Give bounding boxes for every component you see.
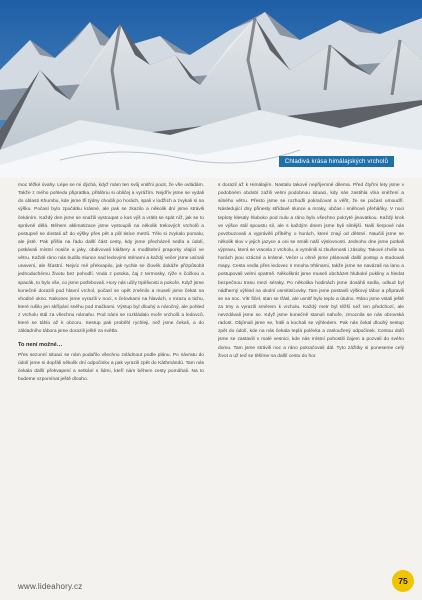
article-paragraph: moc těžké úvahy. Lépe se mi dýchá, když mám ten svůj vnitřní pocit, že vše ovládám. Takže z mého pohledu připrattka, přitáhnu si obličej a vyrážím. Nejdřív jsme se vydali do oblasti Khumbu, kde jsme tři týdny chodili po horách, spali v lodžích a zvykali si na výšku. Počasí bylo zpočátku krásné, ale pak se zkazilo a několik dní jsme strávili čekáním. Každý den jsme se snažili vystoupat o kus výš a vrátit se spát níž, jak se to správně dělá. Během aklimatizace jsme vystoupili na několik trekových vrcholů a postupně se dostali až do výšky přes pět a půl tisíce metrů. Tělo si zvykalo pomalu, ale jistě. Pak přišla na řadu další část cesty, kdy jsme přecházeli sedla a údolí, potkávali místní nosiče a jaky, obdivovali kláštery a modlitební praporky vlající ve větru. Každé ráno nás budilo slunce nad ledovými stěnami a každý večer jsme usínali unavení, ale šťastní. Nejvíc mě překvapilo, jak rychle se člověk dokáže přizpůsobit jednoduchému životu bez pohodlí. Voda z potoka, čaj z termosky, rýže s čočkou a spacák, to bylo vše, co jsme potřebovali. Hory nás učily trpělivosti a pokoře. Když jsme konečně dorazili pod hlavní vrchol, počasí se opět změnilo a museli jsme čekat na vhodné okno. Nakonec jsme vyrazili v noci, s čelovkami na hlavách, v mrazu a tichu, které rušilo jen skřípání sněhu pod mačkami. Výstup byl dlouhý a náročný, ale pohled z vrcholu stál za všechnu námahu. Pod námi se rozkládalo moře vrcholů a ledovců, které se táhlo až k obzoru. Sestup pak proběhl rychleji, než jsme čekali, a do základního tábora jsme dorazili ještě za světla. bbox=[18, 183, 204, 335]
page-number: 75 bbox=[392, 570, 414, 592]
article-paragraph: Přes sezonní situaci se nám podařilo všechno zvládnout podle plánu. Po návratu do údolí jsme si dopřáli několik dní odpočinku a pak vyrazili zpět do Káthmándú. Tam nás čekala další překvapení a setkání s lidmi, kteří nám během cesty pomáhali. Na to budeme vzpomínat ještě dlouho. bbox=[18, 352, 204, 383]
footer-website: www.lideahory.cz bbox=[18, 582, 83, 591]
article-column-right bbox=[218, 182, 404, 574]
article-paragraph: s dorazil až k Himálajím. Nastalo takové nepříjemné dilema. Před čtyřmi lety jsme v podobném období zažili velmi podobnou situaci, kdy nás zastihla vlna sněžení a silného větru. Přesto jsme se rozhodli pokračovat a věřit, že se počasí umoudří. Následující dny přinesly střídavě slunce a mraky, občas i sněhové přeháňky. V noci teploty klesaly hluboko pod nulu a ráno bylo všechno pokryté jinovatkou. Každý krok ve výšce stál spoustu sil, ale s každým dnem jsme byli silnější. Naši šerpové nás povzbuzovali a vyprávěli příběhy o horách, které znají od dětství. Naučili jsme se několik slov v jejich jazyce a oni se smáli naší výslovnosti. Jednoho dne jsme potkali výpravu, která se vracela z vrcholu, a vyměnili si zkušenosti i zásoby. Takové chvíle na horách jsou vzácné a krásné. Večer u ohně jsme plánovali další postup a studovali mapy. Cesta vedla přes ledovec s mnoha trhlinami, takže jsme se navázali na lano a postupovali velmi opatrně. Několikrát jsme museli obcházet hluboké pukliny a hledat bezpečnou trasu mezi séraky. Po několika hodinách jsme dosáhli sedla, odkud byl nádherný výhled na okolní osmitisícovky. Tam jsme postavili výškový tábor a připravili se na noc. Vítr fičel, stan se třásl, ale uvnitř bylo teplo a útulno. Ráno jsme vstali ještě za tmy a vyrazili směrem k vrcholu. Každý metr byl těžší než ten předchozí, ale nevzdávali jsme se. Když jsme konečně stanuli nahoře, zmocnila se nás obrovská radost. Objímali jsme se, fotili a kochali se výhledem. Pak nás čekal dlouhý sestup zpět do údolí, kde na nás čekala teplá polévka a zasloužený odpočinek. Cestou dolů jsme se zastavili v malé vesnici, kde nás místní pohostili čajem a pozvali do svého domu. Tam jsme strávili noc a ráno pokračovali dál. Tyto zážitky si poneseme celý život a už teď se těšíme na další cestu do hor. bbox=[218, 183, 404, 359]
himalaya-illustration bbox=[0, 0, 422, 178]
article-column-left bbox=[18, 182, 204, 574]
article-body bbox=[18, 182, 404, 574]
section-heading: To není možné… bbox=[18, 342, 63, 349]
photo-caption: Chladivá krása himálajských vrcholů bbox=[279, 156, 394, 167]
mountain-photo bbox=[0, 0, 422, 178]
